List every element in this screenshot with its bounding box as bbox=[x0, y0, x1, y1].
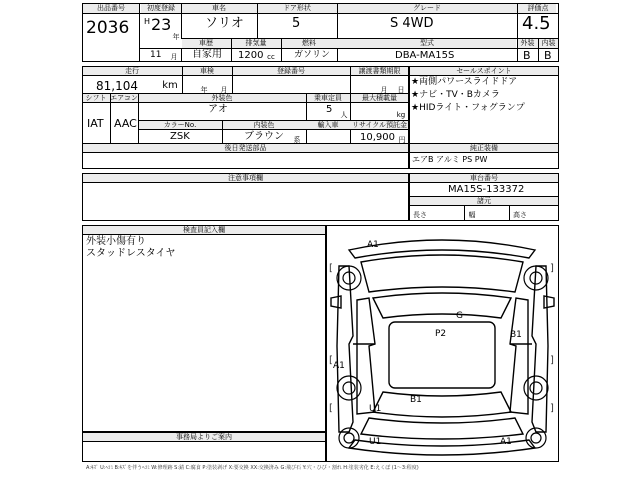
model-code: DBA-MA15S bbox=[395, 50, 455, 61]
era: H bbox=[144, 17, 151, 26]
car-name: ソリオ bbox=[205, 16, 244, 31]
damage-mark: G bbox=[456, 311, 463, 321]
damage-mark: B1 bbox=[510, 330, 522, 340]
score: 4.5 bbox=[522, 13, 551, 34]
mileage: 81,104 bbox=[96, 79, 138, 93]
damage-mark: B1 bbox=[410, 395, 422, 405]
first-reg-label: 初度登録 bbox=[147, 4, 175, 12]
reg-month: 11 bbox=[150, 50, 162, 60]
fuel: ガソリン bbox=[294, 50, 331, 60]
recycle-fee: 10,900 bbox=[360, 132, 395, 143]
usage: 自家用 bbox=[192, 49, 222, 60]
damage-mark: A1 bbox=[500, 437, 512, 447]
ext-color: アオ bbox=[208, 104, 228, 115]
score-label: 評価点 bbox=[527, 4, 549, 12]
int-score: B bbox=[544, 49, 552, 62]
damage-mark: U1 bbox=[369, 404, 382, 414]
damage-mark: A1 bbox=[367, 240, 379, 250]
car-name-label: 車名 bbox=[212, 4, 226, 12]
equipment: エアB アルミ PS PW bbox=[412, 155, 488, 164]
remark-1: 外装小傷有り bbox=[86, 236, 146, 247]
selling-point-3: ★HIDライト・フォグランプ bbox=[411, 103, 525, 113]
shift: IAT bbox=[87, 117, 104, 130]
damage-mark: A1 bbox=[333, 361, 345, 371]
doors: 5 bbox=[292, 16, 301, 31]
damage-mark: P2 bbox=[435, 329, 447, 339]
grade: S 4WD bbox=[390, 16, 434, 31]
remark-2: スタッドレスタイヤ bbox=[86, 248, 176, 259]
capacity: 1200 bbox=[238, 50, 264, 61]
lot-number: 2036 bbox=[86, 18, 130, 38]
car-diagram: [ ] [ ] [ ] bbox=[326, 225, 559, 462]
selling-point-2: ★ナビ・TV・Bカメラ bbox=[411, 90, 500, 100]
aircon: AAC bbox=[114, 117, 137, 130]
lot-label: 出品番号 bbox=[97, 4, 125, 12]
grade-label: グレード bbox=[413, 4, 441, 12]
damage-mark: U1 bbox=[369, 437, 382, 447]
chassis-number: MA15S-133372 bbox=[448, 184, 525, 195]
reg-year: 23 bbox=[151, 15, 172, 34]
selling-point-1: ★両側パワースライドドア bbox=[411, 77, 518, 87]
color-no: ZSK bbox=[170, 131, 190, 142]
ext-score: B bbox=[523, 49, 531, 62]
damage-legend: A:ｷｽﾞ U:ﾍｺﾐ B:ｷｽﾞを伴うﾍｺﾐ W:修理跡 S:錆 C:腐食 P:塗装剥げ X:要交換 XX:交換済み G:飛び石 Y:穴・ひび・割れ H:塗装劣化 E:えくぼ (1～3:程度) bbox=[86, 465, 419, 471]
doors-label: ドア形状 bbox=[283, 4, 311, 12]
car-outline-svg bbox=[327, 226, 558, 461]
int-color: ブラウン bbox=[244, 131, 284, 142]
seats: 5 bbox=[326, 104, 333, 115]
